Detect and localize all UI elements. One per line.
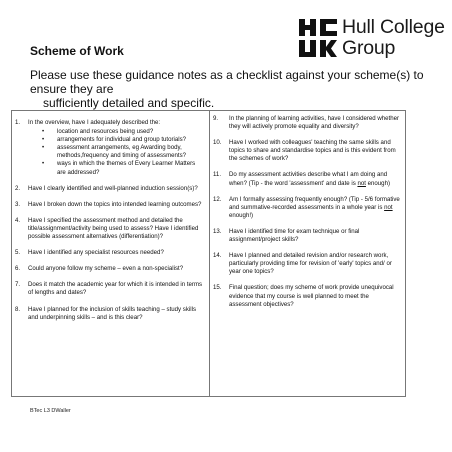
bullet-item: • ways in which the themes of Every Learner Matters are addressed? — [15, 160, 205, 176]
logo-wordmark — [342, 17, 445, 59]
bullet-icon: • — [42, 128, 45, 136]
left-column — [15, 119, 205, 322]
bullet-icon: • — [42, 144, 45, 152]
logo-line-1: Hull College — [342, 16, 445, 38]
overview-bullet-list — [15, 128, 205, 177]
checklist-item-4: 4. Have I specified the assessment method and detailed the title/assignment/activity being used to assess? Have I identified possible assessment alternatives (differentiation)? — [15, 216, 199, 241]
bullet-item: • arrangements for individual and group tutorials? — [15, 136, 205, 144]
emphasis-not: not — [357, 179, 366, 187]
checklist-item-7: 7. Does it match the academic year for which it is intended in terms of lengths and dates? — [15, 281, 203, 297]
checklist-item-10: 10. Have I worked with colleagues' teaching the same skills and topics to share and standardise topics and is this evident from the schemes of work? — [213, 139, 396, 163]
item-number: 1. — [15, 119, 21, 126]
intro-text — [30, 68, 435, 110]
checklist-item-3: 3. Have I broken down the topics into intended learning outcomes? — [15, 200, 202, 208]
checklist-item-2: 2. Have I clearly identified and well-planned induction session(s)? — [15, 184, 198, 192]
page-heading: Scheme of Work — [30, 44, 124, 58]
bullet-icon: • — [42, 136, 45, 144]
column-divider — [209, 110, 210, 397]
checklist-item-8: 8. Have I planned for the inclusion of skills teaching – study skills and underpinning skills – and is this clear? — [15, 305, 197, 321]
bullet-icon: • — [42, 160, 45, 168]
checklist-item-5: 5. Have I identified any specialist resources needed? — [15, 249, 164, 257]
right-column — [213, 115, 403, 309]
checklist-item-1 — [15, 119, 205, 127]
footer-reference: BTec L3 DWaller — [30, 408, 71, 414]
bullet-item: • location and resources being used? — [15, 128, 205, 136]
intro-line-1: Please use these guidance notes as a checklist against your scheme(s) to ensure they are — [30, 68, 424, 96]
checklist-item-13: 13. Have I identified time for exam technique or final assignment/project skills? — [213, 227, 360, 244]
intro-line-2: sufficiently detailed and specific. — [43, 96, 215, 110]
emphasis-not: not — [384, 203, 393, 211]
checklist-item-6: 6. Could anyone follow my scheme – even a non-specialist? — [15, 265, 184, 273]
hull-college-logo-mark — [299, 19, 337, 57]
logo-line-2: Group — [342, 37, 396, 59]
bullet-item: • assessment arrangements, eg Awarding body, methods,frequency and timing of assessments? — [15, 144, 205, 160]
checklist-item-12: 12. Am I formally assessing frequently enough? (Tip - 5/6 formative and summative-recorded assessments in a whole year is not enough!) — [213, 195, 400, 219]
item-text: In the overview, have I adequately described the: — [28, 119, 161, 126]
checklist-item-14: 14. Have I planned and detailed revision and/or research work, particularly providing time for revision of 'early' topics and/ or year one topics? — [213, 252, 392, 276]
checklist-item-15: 15. Final question; does my scheme of work provide unequivocal evidence that my course is well planned to meet the assessment objectives? — [213, 284, 394, 308]
checklist-item-11: 11. Do my assessment activities describe what I am doing and when? (Tip - the word 'assessment' and date is not enough) — [213, 171, 390, 187]
checklist-item-9: 9. In the planning of learning activities, have I considered whether they will actively promote equality and diversity? — [213, 115, 400, 131]
